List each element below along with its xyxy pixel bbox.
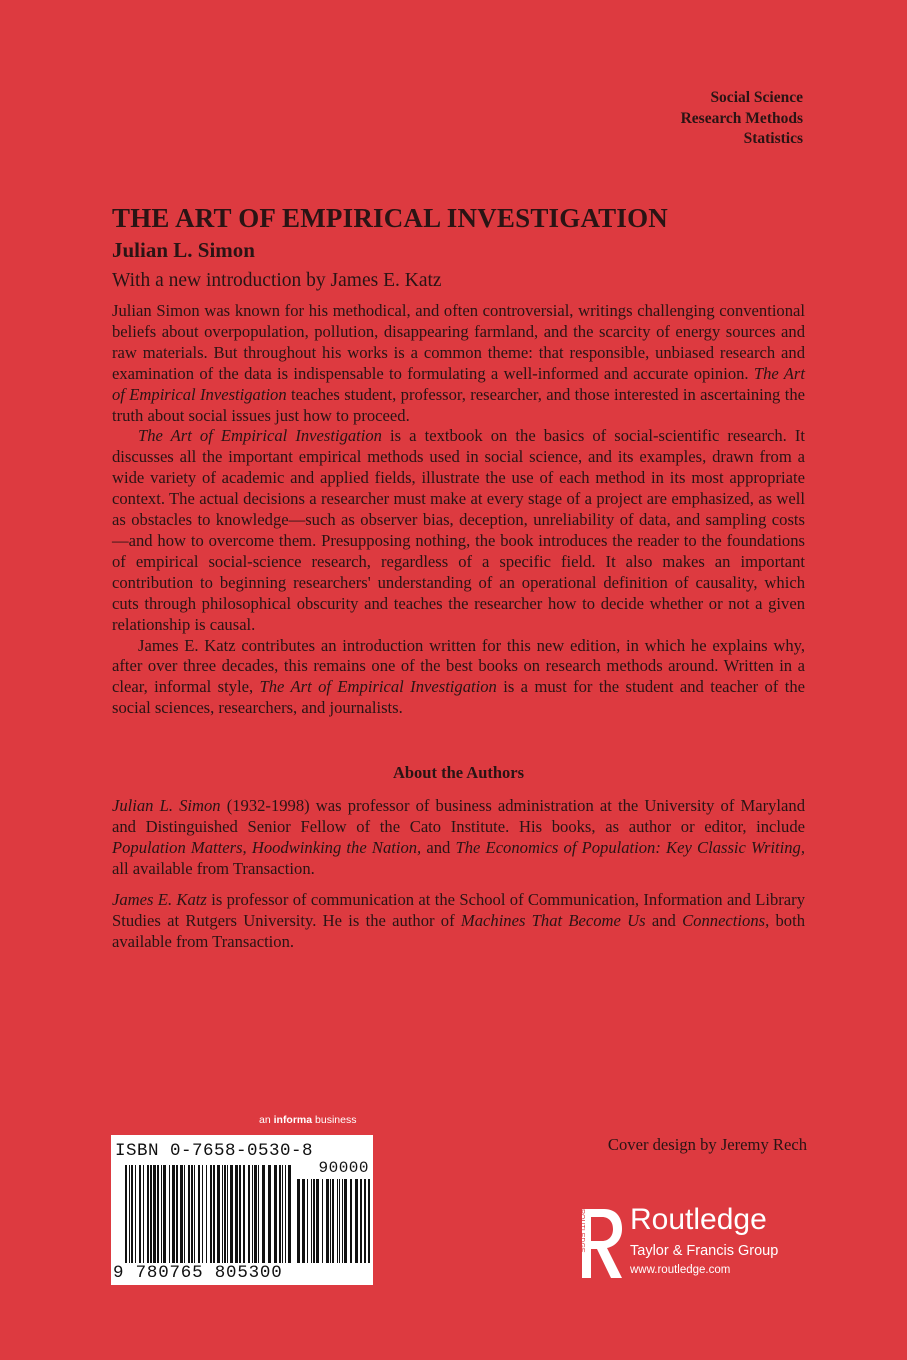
barcode-bar	[274, 1165, 277, 1263]
text-run: is a must for the student and teacher of the social sciences, researchers, and journalists.	[112, 677, 805, 718]
barcode-bar	[202, 1165, 203, 1263]
subject-list	[681, 88, 803, 150]
barcode-bar	[210, 1165, 212, 1263]
about-authors-heading: About the Authors	[392, 763, 525, 782]
blurb-paragraph-3	[112, 636, 805, 720]
italic-text: The Art of Empirical Investigation	[138, 426, 382, 446]
subject-item: Research Methods	[680, 109, 803, 127]
barcode-bar	[235, 1165, 238, 1263]
price-code: 90000	[318, 1159, 369, 1177]
text-run: is professor of communication at the School of Communication, Information and Library Studies at Rutgers University. He is the author of	[112, 890, 805, 930]
barcode-bar	[297, 1179, 300, 1263]
ean-number: 9 780765 805300	[113, 1263, 283, 1283]
barcode-bar	[150, 1165, 152, 1263]
barcode-bar	[307, 1179, 308, 1263]
cover-design-credit: Cover design by Jeremy Rech	[607, 1135, 807, 1154]
barcode-bar	[252, 1165, 253, 1263]
barcode-main-bars	[125, 1165, 291, 1263]
barcode-bar	[243, 1165, 245, 1263]
barcode-bar	[254, 1165, 257, 1263]
barcode-bar	[131, 1165, 133, 1263]
barcode-bar	[360, 1179, 362, 1263]
barcode-bar	[268, 1165, 271, 1263]
barcode-bar	[172, 1165, 175, 1263]
barcode-bar	[213, 1165, 215, 1263]
barcode-bar	[285, 1165, 286, 1263]
barcode-bar	[163, 1165, 166, 1263]
italic-text: Connections	[682, 910, 766, 930]
barcode-bar	[129, 1165, 130, 1263]
blurb	[112, 301, 805, 719]
barcode-bar	[344, 1179, 347, 1263]
isbn-number: ISBN 0-7658-0530-8	[115, 1141, 314, 1161]
blurb-paragraph-1	[112, 301, 805, 426]
barcode-bar	[339, 1179, 340, 1263]
barcode-bar	[337, 1179, 338, 1263]
barcode-bar	[206, 1165, 207, 1263]
text-run: all available from Transaction.	[112, 858, 315, 878]
barcode-bar	[135, 1165, 136, 1263]
barcode-bar	[342, 1179, 343, 1263]
informa-prefix: an	[259, 1114, 274, 1126]
barcode-bar	[332, 1179, 334, 1263]
book-author: Julian L. Simon	[112, 238, 255, 262]
barcode-bar	[282, 1165, 283, 1263]
barcode-bar	[161, 1165, 162, 1263]
katz-bio	[112, 890, 805, 953]
barcode-addon-bars	[297, 1179, 370, 1263]
barcode-bar	[326, 1179, 329, 1263]
italic-text: The Economics of Population: Key Classic Writing,	[455, 837, 805, 857]
routledge-logo	[578, 1205, 818, 1285]
barcode-bar	[302, 1179, 305, 1263]
barcode-bar	[350, 1179, 352, 1263]
italic-text: James E. Katz	[112, 890, 207, 909]
barcode-bar	[184, 1165, 185, 1263]
barcode-bar	[169, 1165, 170, 1263]
barcode-bar	[364, 1179, 366, 1263]
italic-text: Population Matters, Hoodwinking the Nation,	[112, 837, 422, 857]
text-run: , both available from Transaction.	[112, 910, 805, 951]
publisher-name: Routledge	[630, 1203, 767, 1236]
book-title: THE ART OF EMPIRICAL INVESTIGATION	[112, 203, 668, 233]
barcode-bar	[248, 1165, 250, 1263]
barcode-bar	[224, 1165, 226, 1263]
subject-item: Statistics	[743, 130, 803, 147]
barcode-bar	[180, 1165, 183, 1263]
italic-text: Julian L. Simon	[112, 796, 221, 815]
italic-text: The Art of Empirical Investigation	[259, 677, 497, 697]
barcode-bar	[147, 1165, 149, 1263]
barcode-bar	[368, 1179, 370, 1263]
barcode-bar	[194, 1165, 195, 1263]
barcode-bar	[239, 1165, 241, 1263]
barcode-bar	[288, 1165, 291, 1263]
text-run: (1932-1998) was professor of business administration at the University of Maryland and Distinguished Senior Fellow of the Cato Institute. His books, as author or editor, include	[112, 796, 805, 836]
barcode-bar	[143, 1165, 144, 1263]
isbn-barcode	[111, 1135, 373, 1285]
text-run: and	[421, 837, 456, 857]
barcode-bar	[227, 1165, 228, 1263]
text-run: Julian Simon was known for his methodical, and often controversial, writings challenging conventional beliefs about overpopulation, pollution, disappearing farmland, and the scarcity of energy sources and raw materials. But throughout his works is a common theme: that responsible, unbiased research and examination of the data is indispensable to formulating a well-informed and accurate opinion.	[112, 301, 805, 383]
italic-text: Machines That Become Us	[460, 910, 646, 930]
barcode-bar	[316, 1179, 319, 1263]
simon-bio	[112, 796, 805, 880]
blurb-paragraph-2	[112, 426, 805, 635]
barcode-bar	[157, 1165, 159, 1263]
text-run: James E. Katz contributes an introduction written for this new edition, in which he explains why, after over three decades, this remains one of the best books on research methods around. Written in a clear, informal style,	[112, 635, 805, 697]
barcode-bar	[176, 1165, 178, 1263]
routledge-vertical-mark: ROUTLEDGE	[578, 1209, 585, 1253]
italic-text: The Art of Empirical Investigation	[112, 363, 805, 404]
informa-suffix: business	[312, 1114, 357, 1126]
barcode-bar	[262, 1165, 265, 1263]
publisher-group: Taylor & Francis Group	[630, 1243, 779, 1259]
barcode-bar	[139, 1165, 141, 1263]
barcode-bar	[258, 1165, 259, 1263]
barcode-bar	[279, 1165, 281, 1263]
barcode-bar	[191, 1165, 193, 1263]
informa-business-label	[259, 1114, 356, 1126]
barcode-bar	[188, 1165, 190, 1263]
barcode-bar	[153, 1165, 156, 1263]
barcode-bar	[230, 1165, 233, 1263]
intro-credit: With a new introduction by James E. Katz	[112, 270, 442, 291]
barcode-bar	[355, 1179, 358, 1263]
barcode-bar	[311, 1179, 312, 1263]
barcode-bar	[217, 1165, 220, 1263]
routledge-mark-icon	[578, 1201, 626, 1283]
barcode-bar	[125, 1165, 127, 1263]
barcode-bar	[322, 1179, 323, 1263]
barcode-bar	[222, 1165, 223, 1263]
barcode-bar	[313, 1179, 315, 1263]
subject-item: Social Science	[710, 89, 803, 106]
informa-brand: informa	[273, 1114, 313, 1126]
barcode-bar	[330, 1179, 331, 1263]
publisher-url: www.routledge.com	[630, 1264, 731, 1276]
barcode-bar	[198, 1165, 200, 1263]
text-run: is a textbook on the basics of social-scientific research. It discusses all the important empirical methods used in social science, and its examples, drawn from a wide variety of academic and applied fields, illustrate the use of each method in its most appropriate context. The actual decisions a researcher must make at every stage of a project are emphasized, as well as obstacles to knowledge—such as observer bias, deception, unreliability of data, and sampling costs—and how to overcome them. Presupposing nothing, the book introduces the reader to the foundations of empirical social-science research, regardless of a specific field. It also makes an important contribution to beginning researchers' understanding of an operational definition of causality, which cuts through philosophical obscurity and teaches the researcher how to decide whether or not a given relationship is causal.	[112, 426, 805, 634]
text-run: teaches student, professor, researcher, and those interested in ascertaining the truth about social issues just how to proceed.	[112, 384, 805, 425]
text-run: and	[645, 910, 683, 930]
